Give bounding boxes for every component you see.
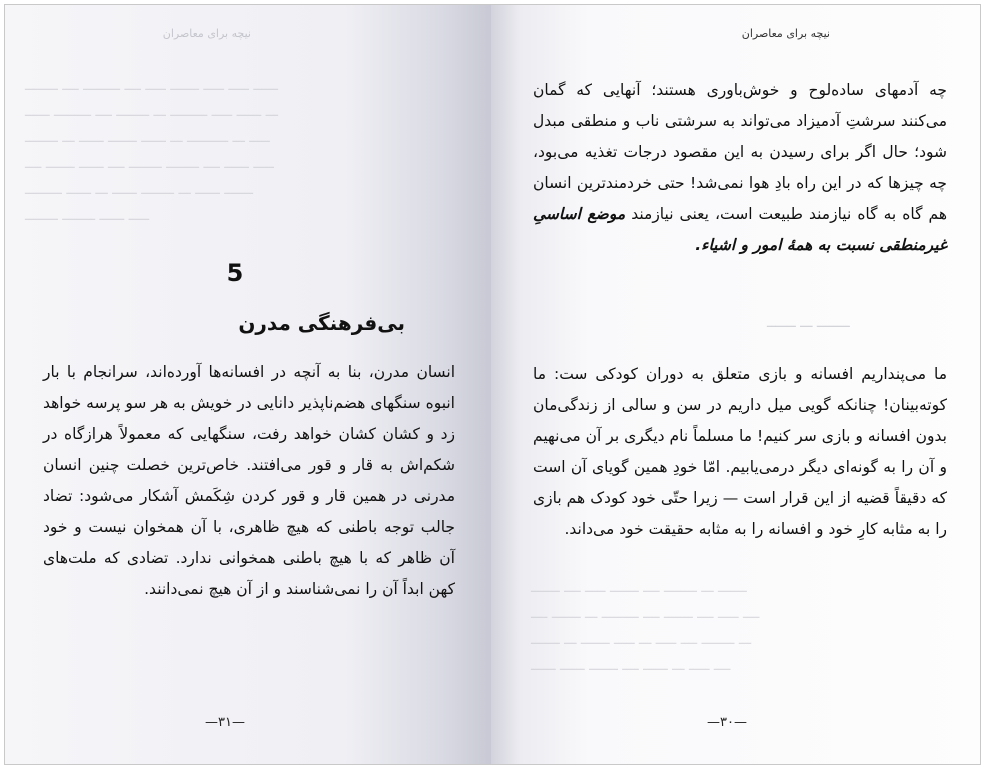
right-page <box>491 5 980 764</box>
right-body-text-top <box>533 75 947 261</box>
book-spread <box>4 4 981 765</box>
left-page <box>5 5 491 764</box>
right-running-head: نیچه برای معاصران <box>741 27 830 40</box>
right-paragraph-2: ما می‌پنداریم افسانه و بازی متعلق به دوران کودکی ست: ما کوته‌بینان! چنانکه گویی میل داریم در سن و سالی از زندگی‌مان بدون افسانه و بازی سر کنیم! ما مسلماً نام دیگری بر آن می‌نهیم و آن را به گونه‌ای دیگر درمی‌یابیم. امّا خودِ همین گویای آن است که دقیقاً قضیه از این قرار است — زیرا حتّی خود کودک هم بازی را به مثابه کارِ خود و افسانه را به مثابه حقیقت خود می‌داند. <box>533 365 947 538</box>
right-paragraph-1 <box>533 75 947 261</box>
left-body-text <box>43 357 455 605</box>
left-running-head-bleed: نیچه برای معاصران <box>162 27 251 40</box>
left-page-number: —۳۱— <box>205 715 245 730</box>
right-page-number: —۳۰— <box>707 715 747 730</box>
right-page-bleed-heading: ـــــــ ـــ ــــــــ <box>767 315 850 331</box>
right-paragraph-1-text: چه آدمهای ساده‌لوح و خوش‌باوری هستند؛ آنهایی که گمان می‌کنند سرشتِ آدمیزاد می‌تواند به سرشتی ناب و منطقی مبدل شود؛ حال اگر برای رسیدن به این مقصود درجات تغذیه می‌بود، چه چیزها که در این راه بادِ هوا نمی‌شد! حتی خردمندترین انسان هم گاه به گاه نیازمند طبیعت است، یعنی نیازمند <box>533 81 947 223</box>
chapter-title: بی‌فرهنگی مدرن <box>238 311 405 335</box>
left-page-bleed-through: ــــــــ ــــ ـــــــــ ــــ ـــــ ـــــــ ـــــ ـــــ ــــــ ــــــ ـــــــــ ــــ ــــــــ ـــ ـــــــــ ـــــ ــــــ ـــ ــــــــ ـــ ــــــ ـــــــ ــــــ ـــ ــــــــــ ـــ ـــــ ــــ ـــــــ ــــــ ــــ ــــــــ ــــــــ ــــ ــــــ ـــــ ـــــــــ ــــــ ـــ ــــــ ــــــــ ـــ ــــــ ـــــــ ــــــــ ــــــــ ــــــ ـــــ <box>25 78 278 224</box>
left-paragraph: انسان مدرن، بنا به آنچه در افسانه‌ها آورده‌اند، سرانجام با بار انبوه سنگهای هضم‌ناپذیر دانایی در خویش به هر سو پرسه خواهد زد و کشان کشان خواهد رفت، سنگهایی که معمولاً هرازگاه در شکم‌اش به قار و قور می‌افتند. خاص‌ترین خصلت چنین انسان مدرنی در همین قار و قور کردن شِکَمش آشکار می‌شود: تضاد جالب توجه باطنی که هیچ ظاهری، با آن همخوان نیست و خود آن ظاهر که با هیچ باطنی همخوانی ندارد. تضادی که ملت‌های کهن ابداً آن را نمی‌شناسند و از آن هیچ نمی‌دانند. <box>43 363 455 598</box>
right-page-bleed-through: ـــــــ ــــ ـــــ ـــــــ ــــ ــــــــ ـــ ـــــــ ــــ ـــــــ ـــ ـــــــــ ــــ ـــــــ ــــ ـــــ ــــ ـــــــ ـــ ـــــــ ـــــ ـــ ـــــ ــــ ــــــــ ـــ ــــــ ــــــ ـــــــ ــــ ــــــ ـــ ـــــ ــــ <box>531 580 760 674</box>
right-paragraph-1-emphasis: موضع اساسیِ غیرمنطقی نسبت به همهٔ امور و اشیاء. <box>533 205 947 254</box>
right-body-text-bottom <box>533 359 947 545</box>
chapter-number: 5 <box>226 259 244 287</box>
